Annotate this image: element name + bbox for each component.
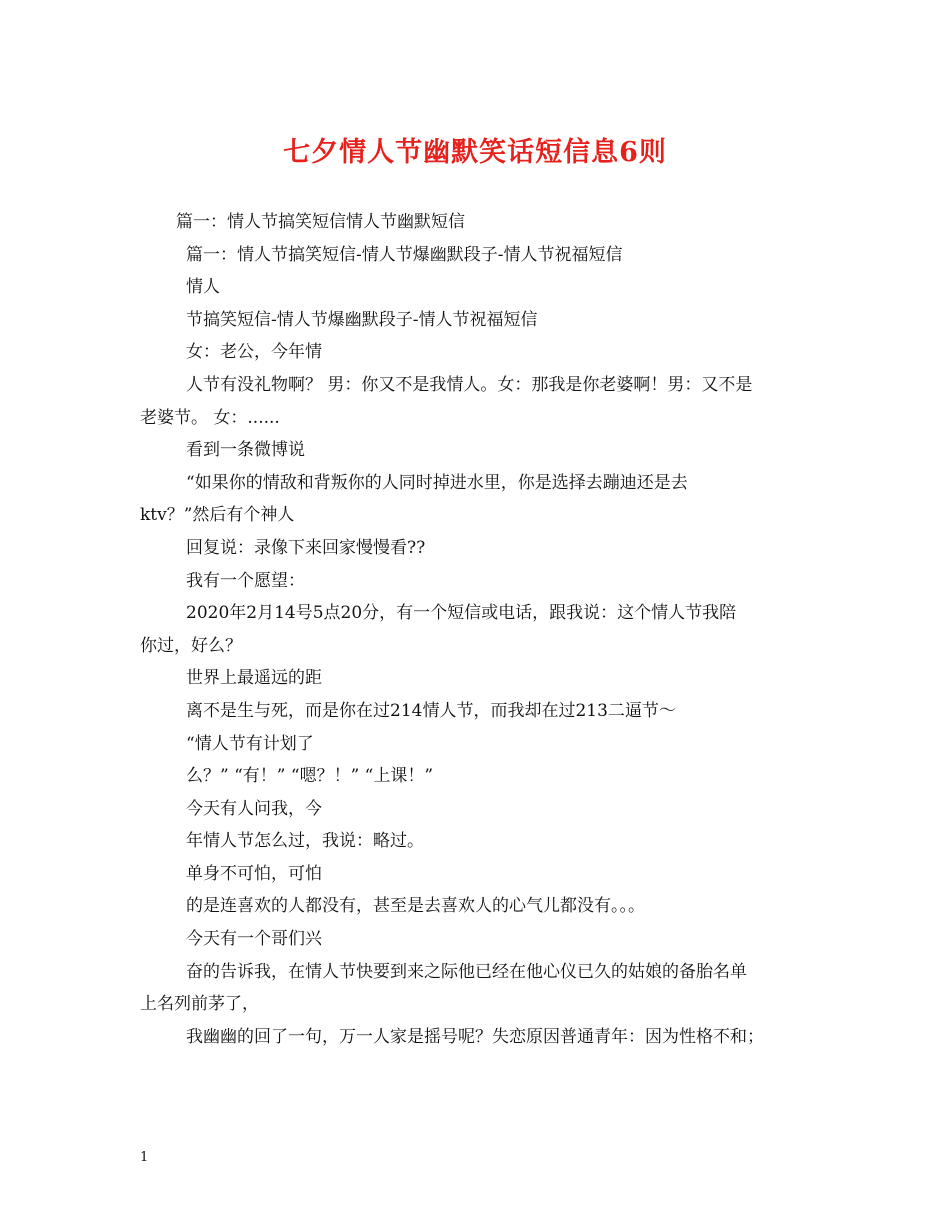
- paragraph-line: 情人: [186, 277, 220, 298]
- paragraph-line: 离不是生与死，而是你在过214情人节，而我却在过213二逼节～: [186, 700, 676, 721]
- paragraph-line: 篇一：情人节搞笑短信情人节幽默短信: [176, 212, 465, 232]
- paragraph-line: 篇一：情人节搞笑短信-情人节爆幽默段子-情人节祝福短信: [186, 244, 623, 265]
- paragraph-line: 年情人节怎么过，我说：略过。: [186, 831, 424, 852]
- paragraph-line: 么？” “有！” “嗯？！” “上课！”: [186, 766, 434, 787]
- paragraph-line: 2020年2月14号5点20分，有一个短信或电话，跟我说：这个情人节我陪: [186, 603, 737, 624]
- document-title: 七夕情人节幽默笑话短信息6则: [283, 137, 667, 168]
- paragraph-line: 奋的告诉我，在情人节快要到来之际他已经在他心仪已久的姑娘的备胎名单: [186, 961, 747, 982]
- paragraph-line: 回复说：录像下来回家慢慢看??: [186, 537, 426, 558]
- page-number: 1: [140, 1150, 149, 1165]
- paragraph-line: 上名列前茅了，: [140, 994, 259, 1015]
- paragraph-line: 今天有一个哥们兴: [186, 929, 322, 950]
- paragraph-line: 节搞笑短信-情人节爆幽默段子-情人节祝福短信: [186, 309, 538, 330]
- paragraph-line: 单身不可怕，可怕: [186, 863, 322, 884]
- paragraph-line: 老婆节。 女：......: [140, 407, 280, 428]
- paragraph-line: ktv？”然后有个神人: [140, 505, 295, 526]
- paragraph-line: “如果你的情敌和背叛你的人同时掉进水里，你是选择去蹦迪还是去: [186, 472, 688, 493]
- paragraph-line: 看到一条微博说: [186, 440, 305, 461]
- paragraph-line: 我有一个愿望：: [186, 570, 305, 591]
- paragraph-line: 女：老公，今年情: [186, 342, 322, 363]
- paragraph-line: 今天有人问我，今: [186, 798, 322, 819]
- paragraph-line: 你过，好么？: [140, 635, 242, 656]
- document-body: [140, 206, 820, 1053]
- paragraph-line: 人节有没礼物啊？ 男：你又不是我情人。女：那我是你老婆啊！男：又不是: [186, 374, 753, 395]
- paragraph-line: “情人节有计划了: [186, 733, 314, 754]
- paragraph-line: 我幽幽的回了一句，万一人家是摇号呢？失恋原因普通青年：因为性格不和；: [186, 1026, 764, 1047]
- paragraph-line: 世界上最遥远的距: [186, 668, 322, 689]
- paragraph-line: 的是连喜欢的人都没有，甚至是去喜欢人的心气儿都没有。。。: [186, 896, 645, 917]
